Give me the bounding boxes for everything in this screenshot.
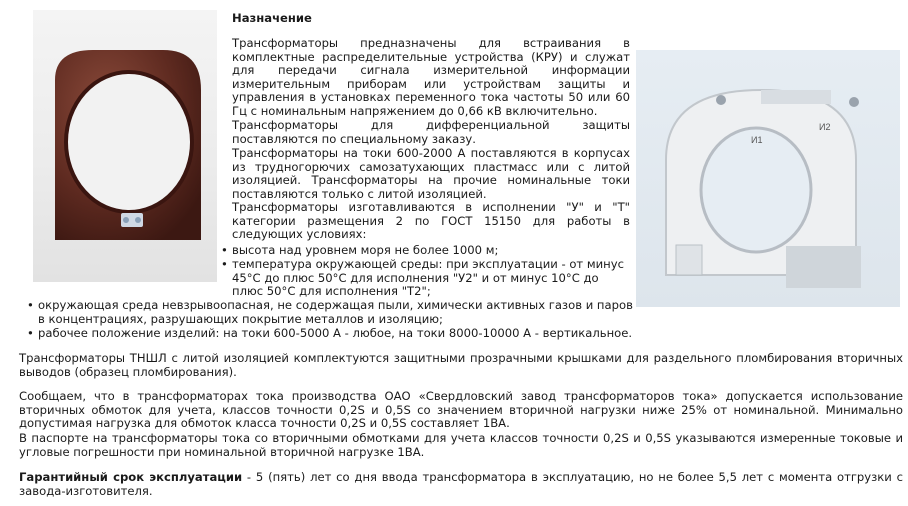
product-photo-brown-transformer [33, 10, 217, 282]
warranty-paragraph [19, 471, 903, 498]
bullet-icon: • [221, 257, 228, 271]
list-item [221, 243, 630, 258]
section-heading: Назначение [232, 11, 312, 25]
terminal-label-i1: И1 [751, 135, 763, 145]
bullet-icon: • [221, 243, 228, 257]
bullet-icon: • [27, 298, 34, 312]
bullet-icon: • [27, 326, 34, 340]
bullet-text-altitude: высота над уровнем моря не более 1000 м; [232, 243, 499, 257]
warranty-label: Гарантийный срок эксплуатации [19, 470, 243, 484]
list-item [27, 326, 718, 341]
product-photo-white-transformer [636, 50, 900, 307]
accounting-windings-paragraph: Сообщаем, что в трансформаторах тока производства ОАО «Свердловский завод трансформаторов тока» допускается использование вторичных обмоток для учета, классов точности 0,2S и 0,5S со значением вторичной нагрузки ниже 25% от номинальной. Минимально допустимая нагрузка для обмоток класса точности 0,2S и 0,5S составляет 1ВА. [19, 389, 903, 431]
climate-paragraph: Трансформаторы изготавливаются в исполнении "У" и "Т" категории размещения 2 по ГОСТ 15150 для работы в следующих условиях: [232, 200, 630, 242]
bullet-text-temperature: температура окружающей среды: при эксплуатации - от минус 45°С до плюс 50°С для исполнения "У2" и от минус 10°С до плюс 50°С для исполнения "Т2"; [232, 257, 624, 299]
warranty-text: - 5 (пять) лет со дня ввода трансформатора в эксплуатацию, но не более 5,5 лет с момента отгрузки с завода-изготовителя. [19, 470, 904, 498]
brown-transformer-illustration [33, 10, 217, 282]
bullet-text-environment: окружающая среда невзрывоопасная, не содержащая пыли, химически активных газов и паров в концентрациях, разрушающих покрытие металлов и изоляцию; [38, 298, 633, 326]
tnshl-paragraph: Трансформаторы ТНШЛ с литой изоляцией комплектуются защитными прозрачными крышками для раздельного пломбирования вторичных выводов (образец пломбирования). [19, 351, 903, 379]
list-item [221, 257, 630, 299]
intro-paragraph: Трансформаторы предназначены для встраивания в комплектные распределительные устройства (КРУ) и служат для передачи сигнала измерительной информации измерительным приборам или устройствам защиты и управления в установках переменного тока частоты 50 или 60 Гц с номинальным напряжением до 0,66 кВ включительно. [232, 36, 630, 118]
terminal-label-i2: И2 [819, 122, 831, 132]
differential-protection-paragraph: Трансформаторы для дифференциальной защиты поставляются по специальному заказу. [232, 118, 630, 146]
white-transformer-illustration [636, 50, 900, 307]
housing-paragraph: Трансформаторы на токи 600-2000 А поставляются в корпусах из трудногорючих самозатухающих пластмасс или с литой изоляцией. Трансформаторы на прочие номинальные токи поставляются только с литой изоляцией. [232, 146, 630, 201]
passport-paragraph: В паспорте на трансформаторы тока со вторичными обмотками для учета классов точности 0,2S и 0,5S указываются измеренные токовые и угловые погрешности при номинальной вторичной нагрузке 1ВА. [19, 431, 903, 459]
bullet-text-position: рабочее положение изделий: на токи 600-5000 А - любое, на токи 8000-10000 А - вертикальное. [38, 326, 633, 340]
list-item [27, 298, 633, 326]
